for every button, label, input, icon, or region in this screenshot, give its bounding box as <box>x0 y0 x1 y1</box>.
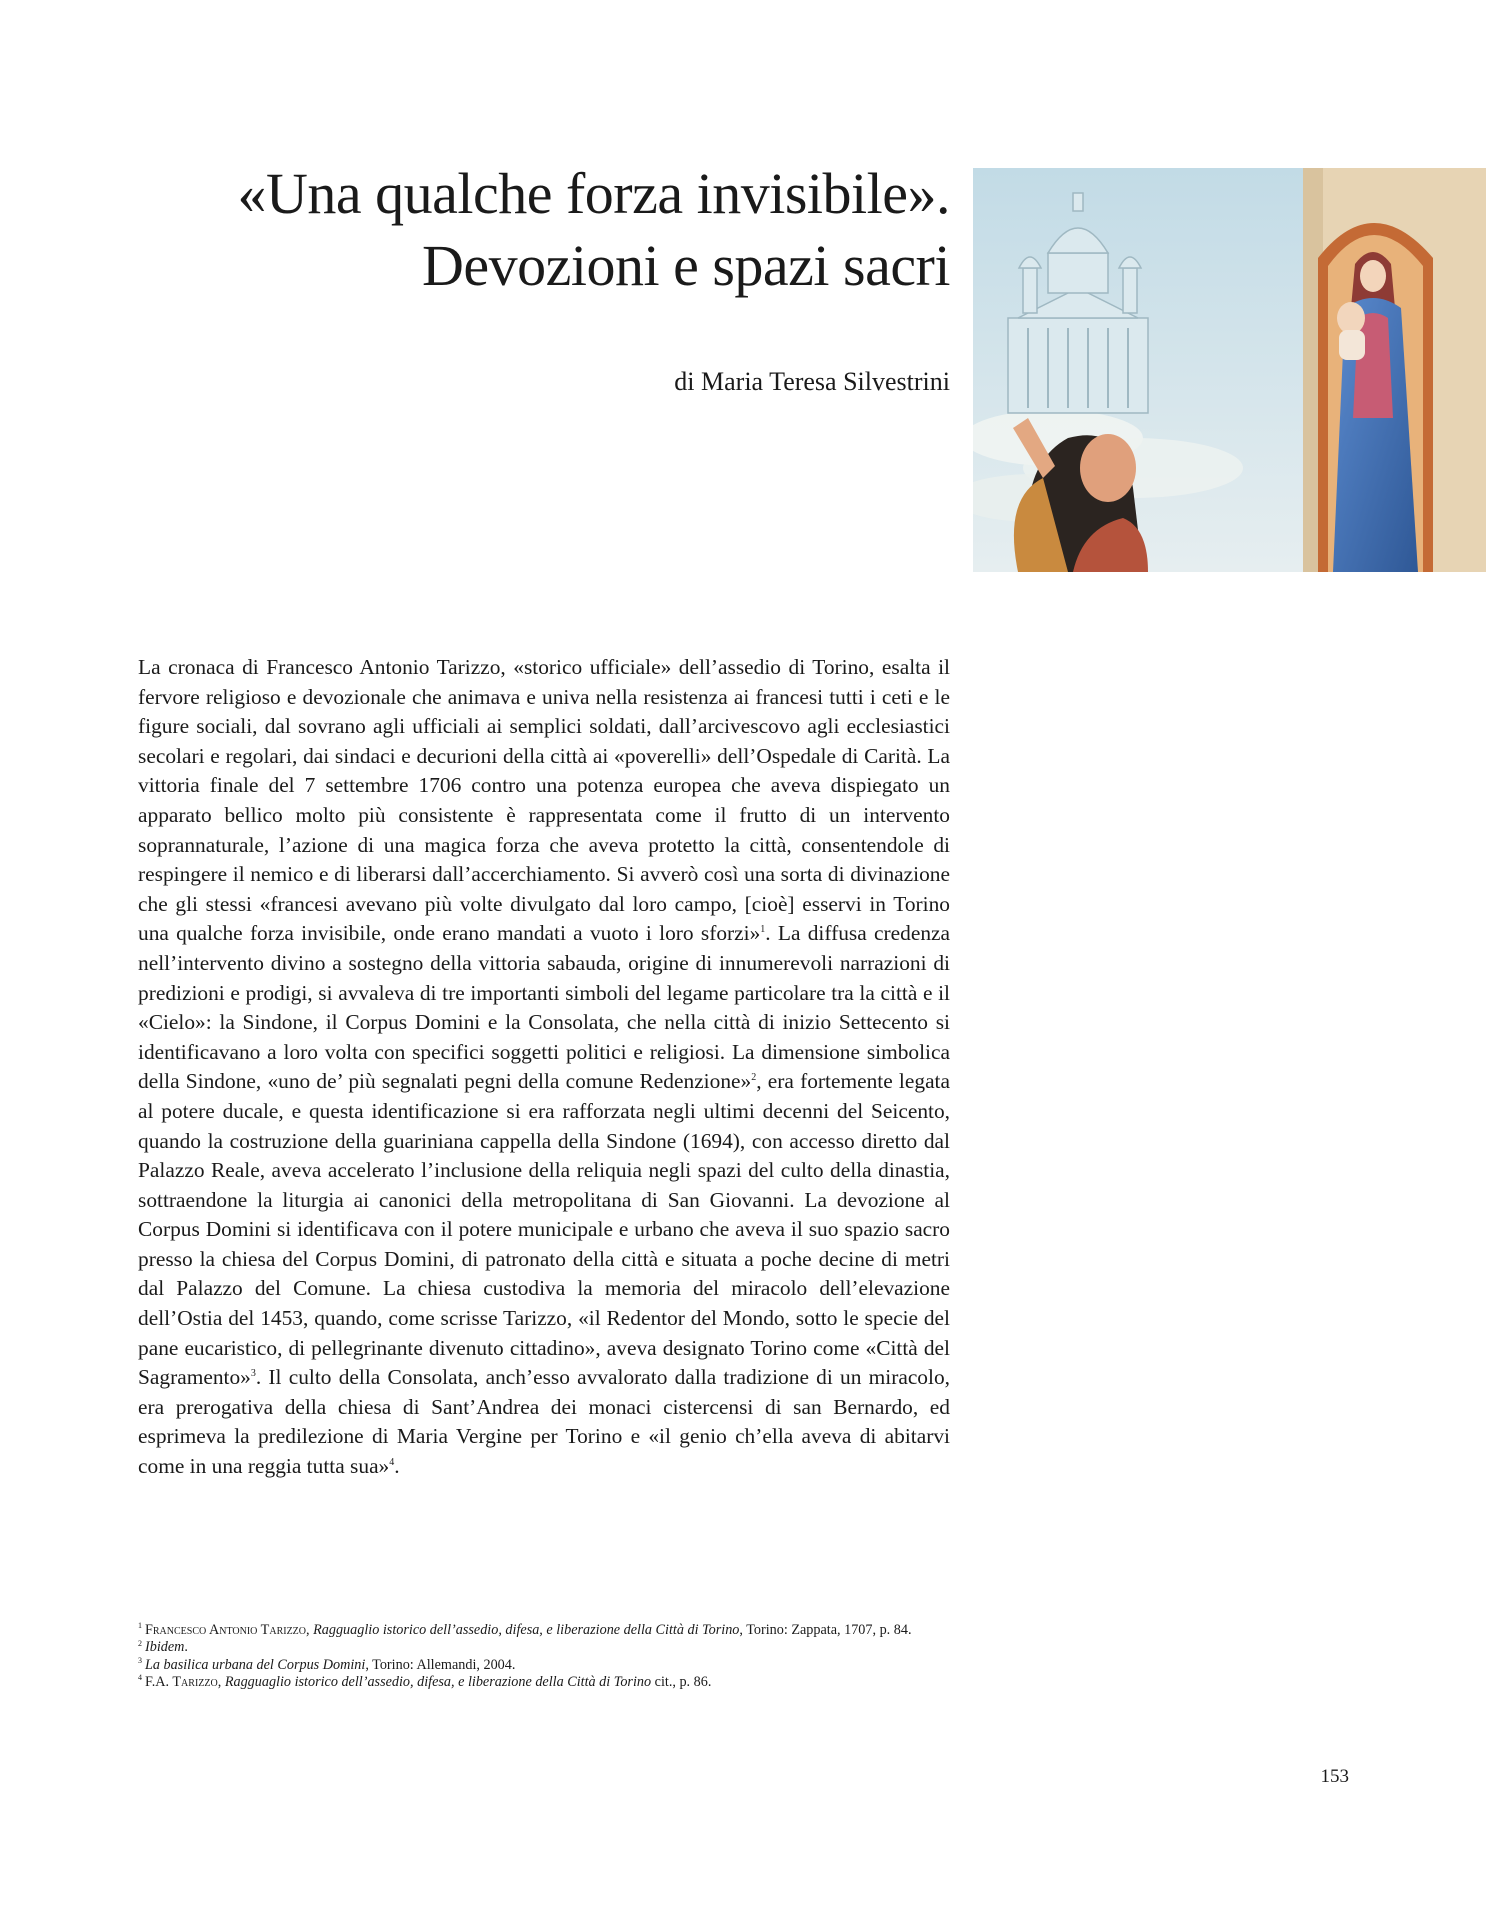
footnote-item <box>138 1674 950 1691</box>
page-number: 153 <box>1320 1766 1349 1787</box>
footnote-rest: , Torino: Allemandi, 2004. <box>365 1656 516 1673</box>
madonna-fresco-illustration <box>973 168 1486 572</box>
author-byline: di Maria Teresa Silvestrini <box>674 367 950 396</box>
footnote-work: La basilica urbana del Corpus Domini <box>145 1656 366 1673</box>
footnote-item <box>138 1639 950 1656</box>
body-paragraph <box>138 653 950 1482</box>
footnote-work: Ragguaglio istorico dell’assedio, difesa, e liberazione della Città di Torino <box>224 1674 652 1691</box>
footnote-ref-3[interactable]: 3 <box>250 1368 256 1380</box>
footnote-rest: cit., p. 86. <box>651 1674 712 1691</box>
footnote-number: 4 <box>138 1673 142 1683</box>
footnote-item <box>138 1622 950 1639</box>
body-text-part-2: . La diffusa credenza nell’intervento divino a sostegno della vittoria sabauda, origine di innumerevoli narrazioni di predizioni e prodigi, si avvaleva di tre importanti simboli del legame particolare tra la città e il «Cielo»: la Sindone, il Corpus Domini e la Consolata, che nella città di inizio Settecento si identificavano a loro volta con specifici soggetti politici e religiosi. La dimensione simbolica della Sindone, «uno de’ più segnalati pegni della comune Redenzione» <box>138 921 950 1094</box>
body-text-part-4: . Il culto della Consolata, anch’esso avvalorato dalla tradizione di un miracolo, era prerogativa della chiesa di Sant’Andrea dei monaci cistercensi di san Bernardo, ed esprimeva la predilezione di Maria Vergine per Torino e «il genio ch’ella aveva di abitarvi come in una reggia tutta sua» <box>138 1365 950 1479</box>
footnote-author: Francesco Antonio Tarizzo <box>145 1622 307 1638</box>
footnote-rest: , Torino: Zappata, 1707, p. 84. <box>739 1622 912 1638</box>
body-text-part-5: . <box>394 1454 400 1479</box>
footnote-ref-4[interactable]: 4 <box>389 1456 395 1468</box>
footnote-ref-1[interactable]: 1 <box>760 924 766 936</box>
footnote-number: 2 <box>138 1638 142 1648</box>
chapter-title-line-1: «Una qualche forza invisibile». <box>237 161 950 226</box>
footnote-separator: , <box>306 1622 314 1638</box>
footnotes-list <box>138 1622 950 1692</box>
body-text-part-3: , era fortemente legata al potere ducale, e questa identificazione si era rafforzata negli ultimi decenni del Seicento, quando la costruzione della guariniana cappella della Sindone (1694), con accesso diretto dal Palazzo Reale, aveva accelerato l’inclusione della reliquia negli spazi del culto della dinastia, sottraendone la liturgia ai canonici della metropolitana di San Giovanni. La devozione al Corpus Domini si identificava con il potere municipale e urbano che aveva il suo spazio sacro presso la chiesa del Corpus Domini, di patronato della città e situata a poche decine di metri dal Palazzo del Comune. La chiesa custodiva la memoria del miracolo dell’elevazione dell’Ostia del 1453, quando, come scrisse Tarizzo, «il Redentor del Mondo, sotto le specie del pane eucaristico, di pellegrinante divenuto cittadino», aveva designato Torino come «Città del Sagramento» <box>138 1069 950 1390</box>
chapter-title <box>150 158 950 302</box>
footnote-number: 1 <box>138 1621 142 1631</box>
footnote-rest: . <box>184 1639 188 1656</box>
footnote-ref-2[interactable]: 2 <box>751 1072 757 1084</box>
footnote-number: 3 <box>138 1656 142 1666</box>
footnote-author: F.A. Tarizzo <box>145 1674 218 1691</box>
chapter-title-line-2: Devozioni e spazi sacri <box>421 233 950 298</box>
footnote-work: Ragguaglio istorico dell’assedio, difesa, e liberazione della Città di Torino <box>313 1622 740 1638</box>
footnote-work: Ibidem <box>145 1639 185 1656</box>
body-text-part-1: La cronaca di Francesco Antonio Tarizzo, «storico ufficiale» dell’assedio di Torino, esalta il fervore religioso e devozionale che animava e univa nella resistenza ai francesi tutti i ceti e le figure sociali, dal sovrano agli ufficiali ai semplici soldati, dall’arcivescovo agli ecclesiastici secolari e regolari, dai sindaci e decurioni della città ai «poverelli» dell’Ospedale di Carità. La vittoria finale del 7 settembre 1706 contro una potenza europea che aveva dispiegato un apparato bellico molto più consistente è rappresentata come il frutto di un intervento soprannaturale, l’azione di una magica forza che aveva protetto la città, consentendole di respingere il nemico e di liberarsi dall’accerchiamento. Si avverò così una sorta di divinazione che gli stessi «francesi avevano più volte divulgato dal loro campo, [cioè] esservi in Torino una qualche forza invisibile, onde erano mandati a vuoto i loro sforzi» <box>138 655 950 946</box>
fresco-image <box>973 168 1486 572</box>
footnote-separator: , <box>217 1674 225 1691</box>
footnote-item <box>138 1657 950 1674</box>
